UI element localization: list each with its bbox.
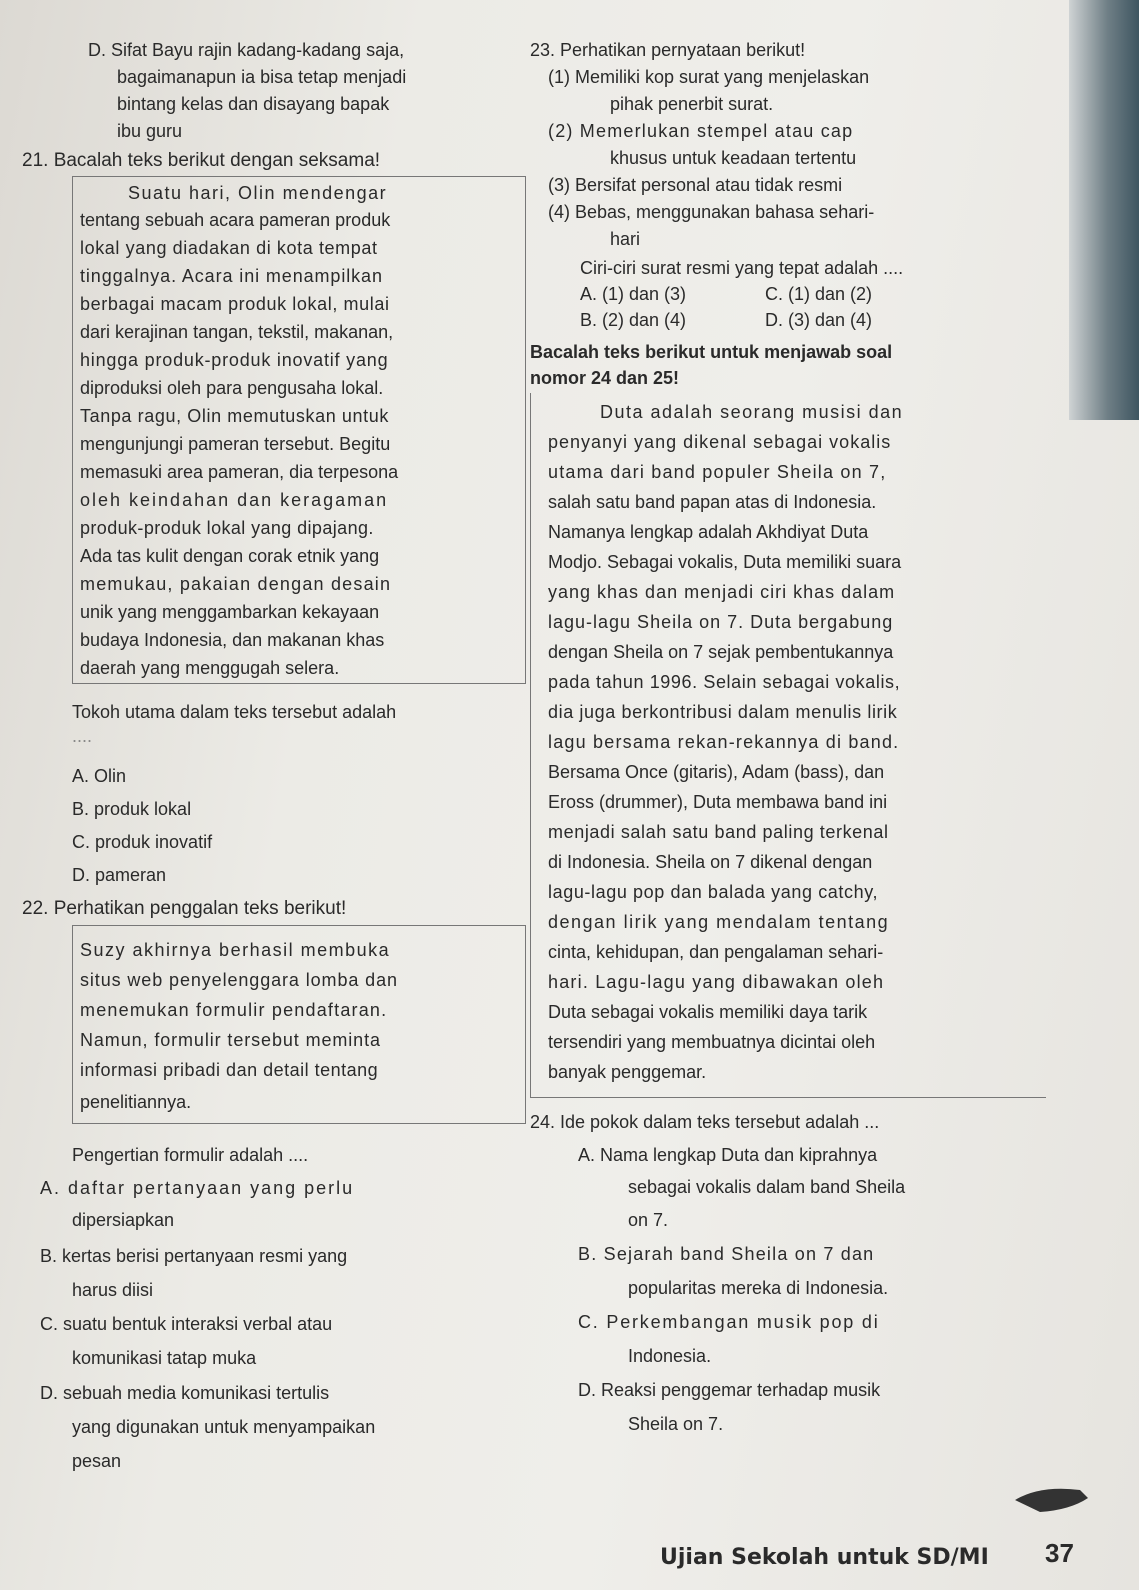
q24-option-c-cont: Indonesia. bbox=[628, 1346, 712, 1366]
q22-option-d[interactable]: D. sebuah media komunikasi tertulis bbox=[40, 1383, 330, 1403]
passage-line: Eross (drummer), Duta membawa band ini bbox=[548, 792, 888, 812]
passage-line: Modjo. Sebagai vokalis, Duta memiliki suara bbox=[548, 552, 902, 572]
q21-question-dots: .... bbox=[72, 726, 93, 746]
q21-text-line: Tanpa ragu, Olin memutuskan untuk bbox=[80, 406, 389, 426]
q21-text-line: hingga produk-produk inovatif yang bbox=[80, 350, 389, 370]
q21-text-line: diproduksi oleh para pengusaha lokal. bbox=[80, 378, 384, 398]
q22-question: Pengertian formulir adalah .... bbox=[72, 1145, 309, 1165]
q21-text-line: Suatu hari, Olin mendengar bbox=[128, 183, 388, 203]
q22-text-line: informasi pribadi dan detail tentang bbox=[80, 1060, 379, 1080]
option-text: bagaimanapun ia bisa tetap menjadi bbox=[117, 67, 407, 87]
q23-option-c[interactable]: C. (1) dan (2) bbox=[765, 284, 873, 304]
q22-title: 22. Perhatikan penggalan teks berikut! bbox=[22, 898, 347, 919]
q21-option-b[interactable]: B. produk lokal bbox=[72, 799, 192, 819]
q23-item: khusus untuk keadaan tertentu bbox=[610, 148, 857, 168]
q22-option-c-cont: komunikasi tatap muka bbox=[72, 1348, 257, 1368]
q21-option-d[interactable]: D. pameran bbox=[72, 865, 167, 885]
q21-text-line: berbagai macam produk lokal, mulai bbox=[80, 294, 390, 314]
passage-line: utama dari band populer Sheila on 7, bbox=[548, 462, 887, 482]
q21-text-line: mengunjungi pameran tersebut. Begitu bbox=[80, 434, 391, 454]
q23-question: Ciri-ciri surat resmi yang tepat adalah .... bbox=[580, 258, 904, 278]
passage-line: lagu-lagu pop dan balada yang catchy, bbox=[548, 882, 879, 902]
q21-text-line: unik yang menggambarkan kekayaan bbox=[80, 602, 380, 622]
q22-text-line: penelitiannya. bbox=[80, 1092, 192, 1112]
q24-option-b-cont: popularitas mereka di Indonesia. bbox=[628, 1278, 889, 1298]
q22-option-b-cont: harus diisi bbox=[72, 1280, 154, 1300]
instruction-cont: nomor 24 dan 25! bbox=[530, 368, 680, 388]
q22-text-line: Namun, formulir tersebut meminta bbox=[80, 1030, 381, 1050]
q23-item: (4) Bebas, menggunakan bahasa sehari- bbox=[548, 202, 875, 222]
footer-title: Ujian Sekolah untuk SD/MI bbox=[660, 1545, 989, 1570]
passage-line: Namanya lengkap adalah Akhdiyat Duta bbox=[548, 522, 869, 542]
q24-option-c[interactable]: C. Perkembangan musik pop di bbox=[578, 1312, 880, 1332]
q24-option-d-cont: Sheila on 7. bbox=[628, 1414, 724, 1434]
q22-option-d-cont: yang digunakan untuk menyampaikan bbox=[72, 1417, 376, 1437]
passage-line: tersendiri yang membuatnya dicintai oleh bbox=[548, 1032, 876, 1052]
q23-item: (1) Memiliki kop surat yang menjelaskan bbox=[548, 67, 870, 87]
passage-line: cinta, kehidupan, dan pengalaman sehari- bbox=[548, 942, 884, 962]
q21-text-line: produk-produk lokal yang dipajang. bbox=[80, 518, 374, 538]
q21-text-line: oleh keindahan dan keragaman bbox=[80, 490, 389, 510]
passage-line: penyanyi yang dikenal sebagai vokalis bbox=[548, 432, 892, 452]
q23-option-a[interactable]: A. (1) dan (3) bbox=[580, 284, 687, 304]
q22-option-a[interactable]: A. daftar pertanyaan yang perlu bbox=[40, 1178, 355, 1198]
passage-line: di Indonesia. Sheila on 7 dikenal dengan bbox=[548, 852, 873, 872]
q21-text-line: dari kerajinan tangan, tekstil, makanan, bbox=[80, 322, 394, 342]
q24-title: 24. Ide pokok dalam teks tersebut adalah ... bbox=[530, 1112, 880, 1132]
passage-line: banyak penggemar. bbox=[548, 1062, 707, 1082]
q22-option-c[interactable]: C. suatu bentuk interaksi verbal atau bbox=[40, 1314, 333, 1334]
q22-text-line: situs web penyelenggara lomba dan bbox=[80, 970, 398, 990]
passage-line: dia juga berkontribusi dalam menulis lirik bbox=[548, 702, 898, 722]
q21-option-a[interactable]: A. Olin bbox=[72, 766, 127, 786]
q21-text-line: memukau, pakaian dengan desain bbox=[80, 574, 392, 594]
q21-text-line: Ada tas kulit dengan corak etnik yang bbox=[80, 546, 380, 566]
instruction: Bacalah teks berikut untuk menjawab soal bbox=[530, 342, 893, 362]
q23-item: (2) Memerlukan stempel atau cap bbox=[548, 121, 854, 141]
q21-question: Tokoh utama dalam teks tersebut adalah bbox=[72, 702, 397, 722]
q23-option-b[interactable]: B. (2) dan (4) bbox=[580, 310, 687, 330]
q22-text-line: menemukan formulir pendaftaran. bbox=[80, 1000, 388, 1020]
q22-option-d-cont: pesan bbox=[72, 1451, 122, 1471]
q22-option-b[interactable]: B. kertas berisi pertanyaan resmi yang bbox=[40, 1246, 348, 1266]
passage-line: Bersama Once (gitaris), Adam (bass), dan bbox=[548, 762, 885, 782]
option-d-prev: D. Sifat Bayu rajin kadang-kadang saja, bbox=[88, 40, 405, 60]
q21-text-line: tinggalnya. Acara ini menampilkan bbox=[80, 266, 383, 286]
q22-text-line: Suzy akhirnya berhasil membuka bbox=[80, 940, 391, 960]
page-number: 37 bbox=[1045, 1538, 1074, 1568]
q23-item: (3) Bersifat personal atau tidak resmi bbox=[548, 175, 843, 195]
passage-line: dengan Sheila on 7 sejak pembentukannya bbox=[548, 642, 894, 662]
passage-line: Duta adalah seorang musisi dan bbox=[600, 402, 904, 422]
background-edge bbox=[1069, 0, 1139, 420]
q23-title: 23. Perhatikan pernyataan berikut! bbox=[530, 40, 806, 60]
option-text: ibu guru bbox=[117, 121, 183, 141]
q24-option-a-cont: sebagai vokalis dalam band Sheila bbox=[628, 1177, 906, 1197]
q21-text-line: lokal yang diadakan di kota tempat bbox=[80, 238, 378, 258]
q23-item: hari bbox=[610, 229, 641, 249]
option-text: bintang kelas dan disayang bapak bbox=[117, 94, 390, 114]
q21-text-line: daerah yang menggugah selera. bbox=[80, 658, 340, 678]
passage-line: dengan lirik yang mendalam tentang bbox=[548, 912, 890, 932]
passage-line: menjadi salah satu band paling terkenal bbox=[548, 822, 889, 842]
passage-line: pada tahun 1996. Selain sebagai vokalis, bbox=[548, 672, 901, 692]
q24-option-b[interactable]: B. Sejarah band Sheila on 7 dan bbox=[578, 1244, 875, 1264]
q21-text-line: memasuki area pameran, dia terpesona bbox=[80, 462, 399, 482]
q21-option-c[interactable]: C. produk inovatif bbox=[72, 832, 213, 852]
q23-option-d[interactable]: D. (3) dan (4) bbox=[765, 310, 873, 330]
q24-option-a-cont: on 7. bbox=[628, 1210, 669, 1230]
passage-line: salah satu band papan atas di Indonesia. bbox=[548, 492, 877, 512]
decoration-icon bbox=[1010, 1480, 1090, 1520]
q23-item: pihak penerbit surat. bbox=[610, 94, 774, 114]
passage-line: lagu-lagu Sheila on 7. Duta bergabung bbox=[548, 612, 894, 632]
q21-text-line: tentang sebuah acara pameran produk bbox=[80, 210, 391, 230]
passage-line: hari. Lagu-lagu yang dibawakan oleh bbox=[548, 972, 885, 992]
q21-text-line: budaya Indonesia, dan makanan khas bbox=[80, 630, 385, 650]
passage-line: Duta sebagai vokalis memiliki daya tarik bbox=[548, 1002, 868, 1022]
q24-option-a[interactable]: A. Nama lengkap Duta dan kiprahnya bbox=[578, 1145, 878, 1165]
q21-title: 21. Bacalah teks berikut dengan seksama! bbox=[22, 150, 381, 171]
passage-line: lagu bersama rekan-rekannya di band. bbox=[548, 732, 900, 752]
q22-option-a-cont: dipersiapkan bbox=[72, 1210, 175, 1230]
passage-line: yang khas dan menjadi ciri khas dalam bbox=[548, 582, 896, 602]
q24-option-d[interactable]: D. Reaksi penggemar terhadap musik bbox=[578, 1380, 881, 1400]
